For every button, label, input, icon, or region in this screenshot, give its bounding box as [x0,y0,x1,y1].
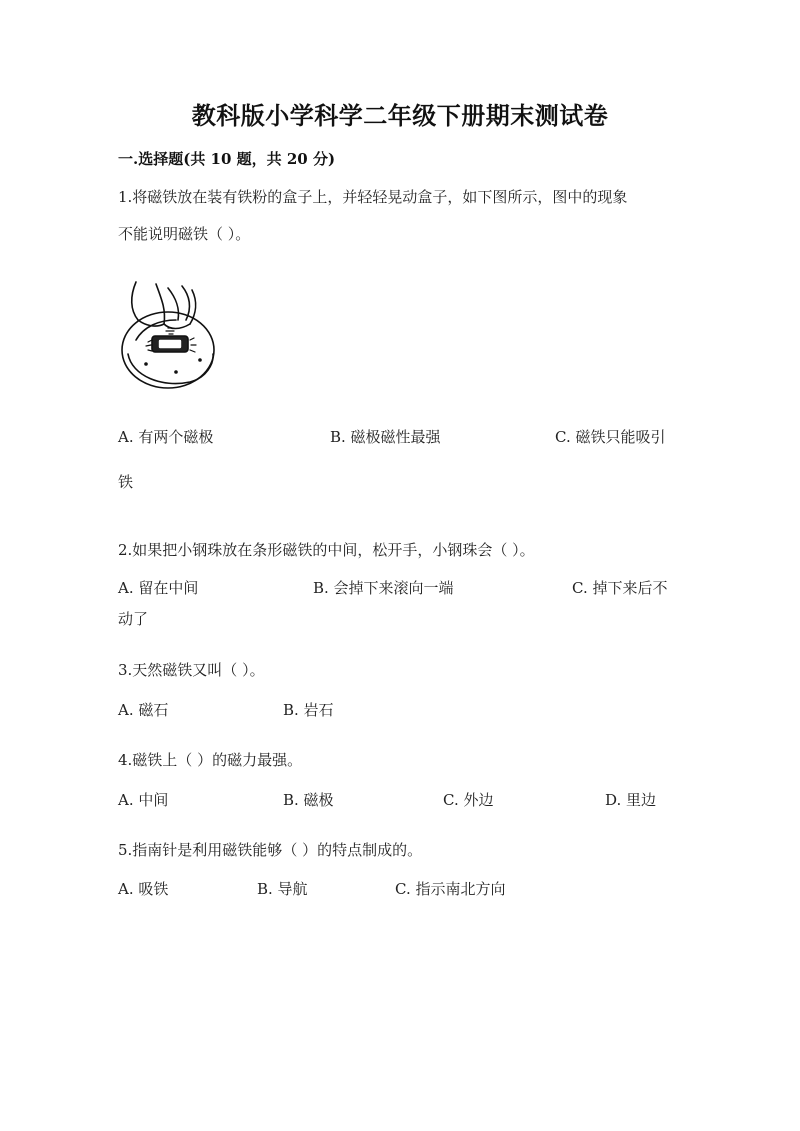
question-3-option-a: A. 磁石 [118,701,169,719]
question-1-stem-line-2: 不能说明磁铁（ ）。 [118,225,251,243]
magnet-box-illustration [116,280,222,392]
question-3-stem: 3.天然磁铁又叫（ ）。 [118,661,265,679]
question-1-option-c-continued: 铁 [118,473,134,491]
question-4-option-d: D. 里边 [605,791,657,809]
question-4-stem: 4.磁铁上（ ）的磁力最强。 [118,751,303,769]
question-5-option-a: A. 吸铁 [118,880,169,898]
question-2-option-c: C. 掉下来后不 [572,579,668,597]
question-3-option-b: B. 岩石 [283,701,334,719]
question-2-option-c-continued: 动了 [118,610,149,628]
question-1-option-a: A. 有两个磁极 [118,428,214,446]
question-4-option-c: C. 外边 [443,791,494,809]
question-4-option-a: A. 中间 [118,791,169,809]
question-2-stem: 2.如果把小钢珠放在条形磁铁的中间，松开手，小钢珠会（ ）。 [118,541,535,559]
question-2-option-a: A. 留在中间 [118,579,199,597]
question-1-option-b: B. 磁极磁性最强 [330,428,441,446]
question-5-option-c: C. 指示南北方向 [395,880,506,898]
question-4-option-b: B. 磁极 [283,791,334,809]
question-5-option-b: B. 导航 [257,880,308,898]
section-heading: 一.选择题(共 10 题，共 20 分) [118,150,336,168]
question-2-option-b: B. 会掉下来滚向一端 [313,579,454,597]
page-title: 教科版小学科学二年级下册期末测试卷 [191,101,609,130]
question-1-stem-line-1: 1.将磁铁放在装有铁粉的盒子上，并轻轻晃动盒子，如下图所示，图中的现象 [118,188,628,206]
question-5-stem: 5.指南针是利用磁铁能够（ ）的特点制成的。 [118,841,423,859]
question-1-option-c: C. 磁铁只能吸引 [555,428,666,446]
